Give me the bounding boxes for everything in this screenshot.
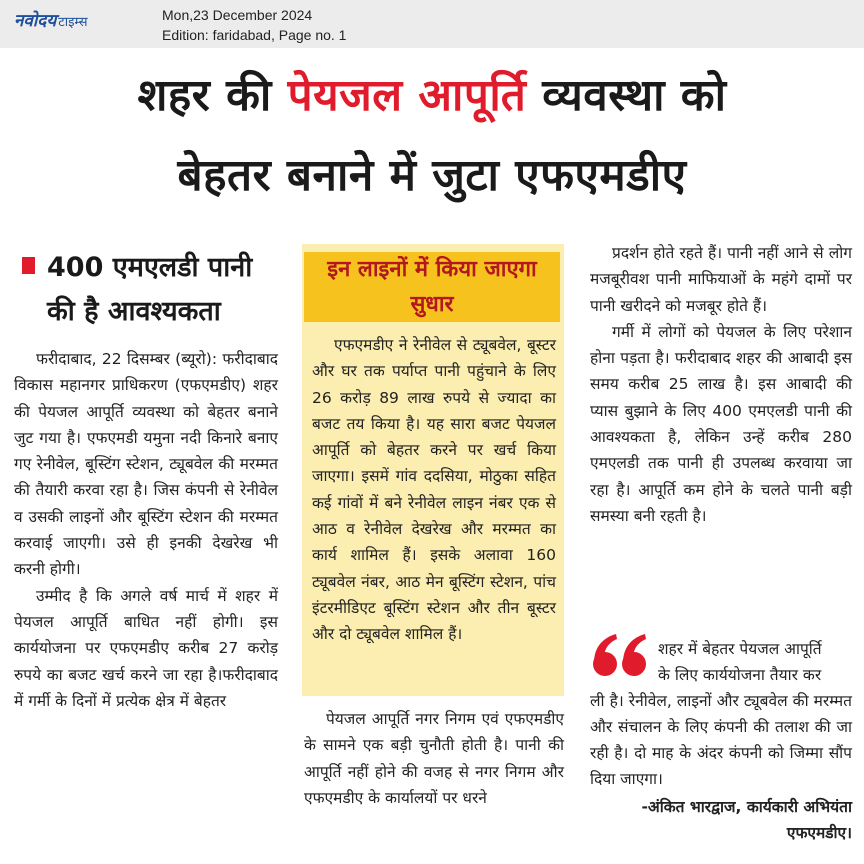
highlight-box-paragraph: एफएमडीए ने रेनीवेल से ट्यूबवेल, बूस्टर और घर तक पर्याप्त पानी पहुंचाने के लिए 26 करोड़ 89 लाख रुपये से ज्यादा का बजट तय किया है। यह सारा बजट पेयजल आपूर्ति को बेहतर करने पर खर्च किया जाएगा। इसमें गांव ददसिया, मोठुका सहित कई गांवों में बने रेनीवेल लाइन नंबर एक से आठ व रेनीवेल देखरेख और मरम्मत का कार्य शामिल हैं। इसके अलावा 160 ट्यूबवेल नंबर, आठ मेन बूस्टिंग स्टेशन, पांच इंटरमीडिएट बूस्टिंग स्टेशन और तीन बूस्टर और दो ट्यूबवेल शामिल हैं। bbox=[312, 336, 556, 644]
edition-info bbox=[162, 5, 346, 45]
edition-date: Mon,23 December 2024 bbox=[162, 7, 313, 23]
article-column-2 bbox=[304, 706, 564, 811]
subheading-line-1: 400 एमएलडी पानी bbox=[47, 252, 253, 283]
headline-line-2: बेहतर बनाने में जुटा एफएमडीए bbox=[177, 150, 687, 201]
quote-block bbox=[590, 636, 852, 792]
column-3-paragraph-1: प्रदर्शन होते रहते हैं। पानी नहीं आने से लोग मजबूरीवश पानी माफियाओं के महंगे दामों पर पानी खरीदने को मजबूर होते हैं। bbox=[590, 244, 852, 315]
quote-rest: ली है। रेनीवेल, लाइनों और ट्यूबवेल की मरम्मत और संचालन के लिए कंपनी की तलाश की जा रही है। दो माह के अंदर कंपनी को जिम्मा सौंप दिया जाएगा। bbox=[590, 692, 852, 788]
highlight-box-text bbox=[312, 332, 556, 648]
red-square-bullet-icon bbox=[22, 257, 35, 274]
column-2-paragraph-1: पेयजल आपूर्ति नगर निगम एवं एफएमडीए के सामने एक बड़ी चुनौती होती है। पानी की आपूर्ति नहीं होने की वजह से नगर निगम और एफएमडीए के कार्यालयों पर धरने bbox=[304, 710, 564, 807]
top-bar bbox=[0, 0, 864, 48]
column-1-paragraph-1: फरीदाबाद, 22 दिसम्बर (ब्यूरो): फरीदाबाद विकास महानगर प्राधिकरण (एफएमडीए) शहर की पेयजल आपूर्ति व्यवस्था को बेहतर बनाने जुट गया है। एफएमडी यमुना नदी किनारे बनाए गए रेनीवेल, बूस्टिंग स्टेशन, ट्यूबवेल की मरम्मत की तैयारी करवा रहा है। जिस कंपनी से रेनीवेल व उसकी लाइनों और बूस्टिंग स्टेशन की मरम्मत करवाई जाएगी। उसे ही इनकी देखरेख भी करनी होगी। bbox=[14, 350, 278, 579]
headline bbox=[8, 56, 856, 216]
masthead-logo[interactable] bbox=[14, 8, 88, 31]
headline-part-2: व्यवस्था को bbox=[526, 70, 727, 121]
headline-line-1 bbox=[8, 56, 856, 136]
headline-part-1: शहर की bbox=[137, 70, 288, 121]
edition-page: Edition: faridabad, Page no. 1 bbox=[162, 27, 347, 43]
quote-line-1: शहर में बेहतर पेयजल आपूर्ति bbox=[658, 640, 822, 658]
highlight-box-title: इन लाइनों में किया जाएगा सुधार bbox=[304, 252, 560, 322]
subheading-line-2: की है आवश्यकता bbox=[47, 296, 221, 327]
article-column-1 bbox=[14, 346, 278, 714]
article-column-3 bbox=[590, 240, 852, 529]
column-3-paragraph-2: गर्मी में लोगों को पेयजल के लिए परेशान होना पड़ता है। फरीदाबाद शहर की आबादी इस समय करीब 25 लाख है। इस आबादी की प्यास बुझाने के लिए 400 एमएलडी पानी की आवश्यकता है, लेकिन उन्हें करीब 280 एमएलडी तक पानी ही उपलब्ध करवाया जा रहा है। आपूर्ति कम होने के चलते पानी बड़ी समस्या बनी रहती है। bbox=[590, 322, 852, 525]
masthead-name: नवोदय bbox=[14, 11, 57, 31]
headline-highlight: पेयजल आपूर्ति bbox=[287, 70, 527, 121]
quote-line-2: के लिए कार्ययोजना तैयार कर bbox=[658, 666, 822, 684]
subheading bbox=[22, 246, 282, 334]
column-1-paragraph-2: उम्मीद है कि अगले वर्ष मार्च में शहर में पेयजल आपूर्ति बाधित नहीं होगी। इस कार्ययोजना पर एफएमडीए करीब 27 करोड़ रुपये का बजट खर्च करने जा रहा है।फरीदाबाद में गर्मी के दिनों में प्रत्येक क्षेत्र में बेहतर bbox=[14, 586, 278, 710]
masthead-suffix: टाइम्स bbox=[58, 15, 88, 30]
quote-attribution: -अंकित भारद्वाज, कार्यकारी अभियंता एफएमडीए। bbox=[641, 798, 852, 842]
